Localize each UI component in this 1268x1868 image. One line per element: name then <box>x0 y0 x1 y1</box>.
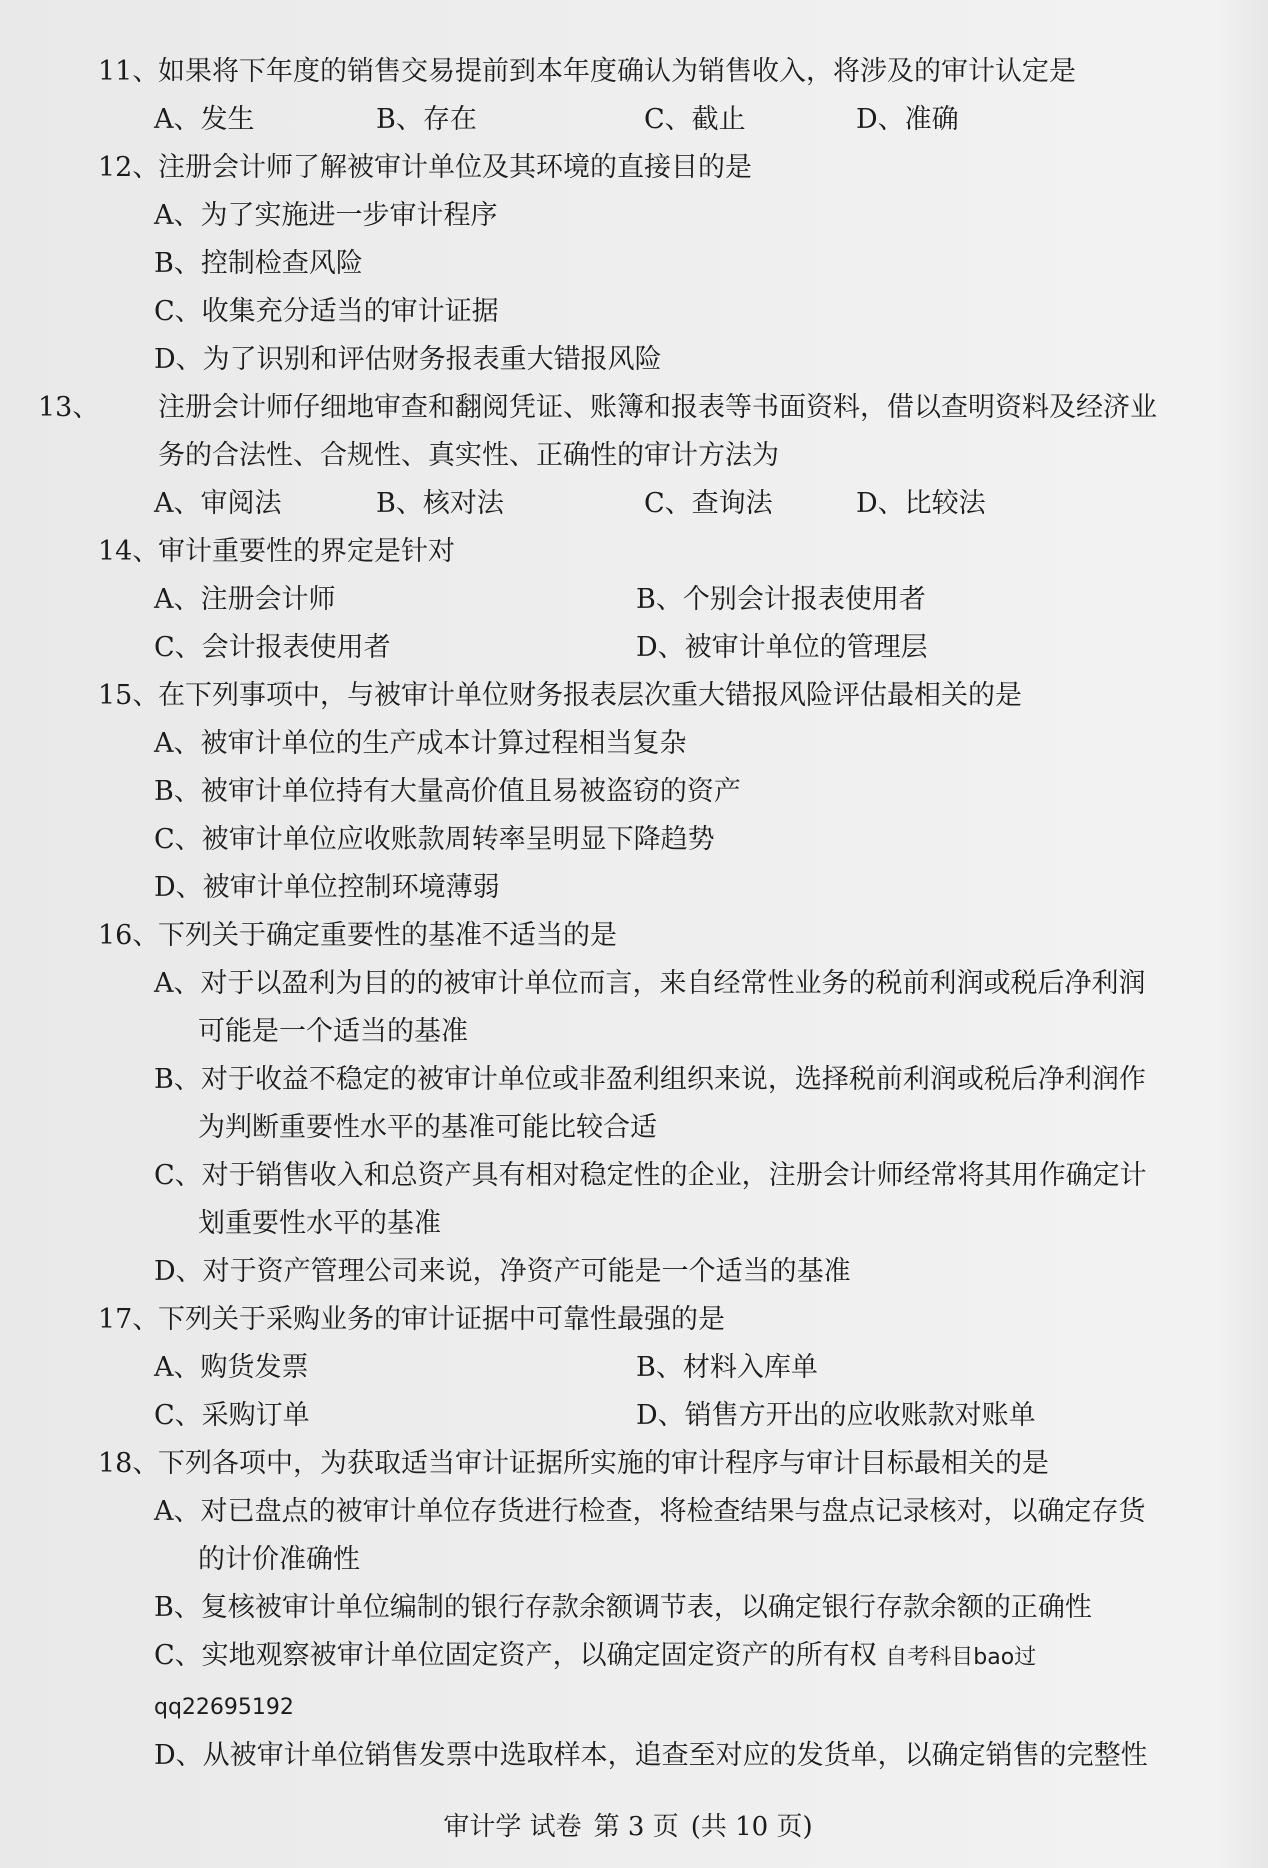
option-d: D、被审计单位的管理层 <box>636 632 928 663</box>
option-a: A、购货发票 <box>154 1352 309 1383</box>
option-c: C、对于销售收入和总资产具有相对稳定性的企业，注册会计师经常将其用作确定计划重要性水平的基准 <box>154 1160 1147 1239</box>
question-11 <box>98 48 1158 144</box>
footer-page: 第 3 页 <box>593 1812 679 1842</box>
option-c: C、采购订单 <box>154 1400 310 1431</box>
option-a: A、对已盘点的被审计单位存货进行检查，将检查结果与盘点记录核对，以确定存货的计价准确性 <box>154 1496 1146 1575</box>
footer-subject: 审计学 试卷 <box>443 1812 582 1842</box>
option-c: C、会计报表使用者 <box>154 632 391 663</box>
option-d: D、比较法 <box>856 488 986 519</box>
question-15 <box>98 672 1158 912</box>
question-stem: 审计重要性的界定是针对 <box>158 536 455 567</box>
question-list <box>38 48 1158 1780</box>
option-d: D、准确 <box>856 104 959 135</box>
question-stem: 下列各项中，为获取适当审计证据所实施的审计程序与审计目标最相关的是 <box>158 1448 1049 1479</box>
option-a: A、发生 <box>154 104 255 135</box>
option-b: B、被审计单位持有大量高价值且易被盗窃的资产 <box>154 776 741 807</box>
question-stem: 注册会计师了解被审计单位及其环境的直接目的是 <box>158 152 752 183</box>
page-edge-shadow <box>1210 0 1268 1868</box>
question-number: 11、 <box>98 56 160 87</box>
question-stem: 下列关于采购业务的审计证据中可靠性最强的是 <box>158 1304 725 1335</box>
option-b: B、对于收益不稳定的被审计单位或非盈利组织来说，选择税前利润或税后净利润作为判断重要性水平的基准可能比较合适 <box>154 1064 1146 1143</box>
option-d: D、从被审计单位销售发票中选取样本，追查至对应的发货单，以确定销售的完整性 <box>154 1740 1148 1771</box>
option-c: C、截止 <box>644 104 746 135</box>
watermark-text: 自考科目bao过qq22695192 <box>154 1645 1037 1720</box>
option-b: B、个别会计报表使用者 <box>636 584 926 615</box>
question-number: 18、 <box>98 1448 160 1479</box>
option-b: B、核对法 <box>376 488 504 519</box>
option-b: B、材料入库单 <box>636 1352 818 1383</box>
option-c: C、实地观察被审计单位固定资产，以确定固定资产的所有权 <box>154 1640 877 1671</box>
option-a: A、对于以盈利为目的的被审计单位而言，来自经常性业务的税前利润或税后净利润可能是一个适当的基准 <box>154 968 1146 1047</box>
question-number: 12、 <box>98 152 160 183</box>
option-b: B、复核被审计单位编制的银行存款余额调节表，以确定银行存款余额的正确性 <box>154 1592 1092 1623</box>
question-12 <box>98 144 1158 384</box>
question-number: 14、 <box>98 536 160 567</box>
question-number: 13、 <box>38 392 100 423</box>
option-c: C、收集充分适当的审计证据 <box>154 296 499 327</box>
question-14 <box>98 528 1158 672</box>
option-d: D、销售方开出的应收账款对账单 <box>636 1400 1036 1431</box>
question-16 <box>98 912 1158 1296</box>
question-number: 15、 <box>98 680 160 711</box>
option-c-row <box>98 1632 1158 1732</box>
option-d: D、被审计单位控制环境薄弱 <box>154 872 500 903</box>
question-18 <box>98 1440 1158 1780</box>
option-c: C、查询法 <box>644 488 773 519</box>
question-13 <box>38 384 1158 528</box>
question-stem: 如果将下年度的销售交易提前到本年度确认为销售收入，将涉及的审计认定是 <box>158 56 1076 87</box>
option-b: B、控制检查风险 <box>154 248 363 279</box>
option-b: B、存在 <box>376 104 477 135</box>
option-a: A、被审计单位的生产成本计算过程相当复杂 <box>154 728 687 759</box>
question-stem: 注册会计师仔细地审查和翻阅凭证、账簿和报表等书面资料，借以查明资料及经济业务的合法性、合规性、真实性、正确性的审计方法为 <box>158 392 1157 471</box>
page-footer <box>0 1806 1268 1843</box>
question-stem: 下列关于确定重要性的基准不适当的是 <box>158 920 617 951</box>
option-a: A、审阅法 <box>154 488 282 519</box>
option-d: D、为了识别和评估财务报表重大错报风险 <box>154 344 662 375</box>
question-number: 16、 <box>98 920 160 951</box>
footer-total: (共 10 页) <box>690 1812 813 1842</box>
option-c: C、被审计单位应收账款周转率呈明显下降趋势 <box>154 824 715 855</box>
option-d: D、对于资产管理公司来说，净资产可能是一个适当的基准 <box>154 1256 851 1287</box>
option-a: A、为了实施进一步审计程序 <box>154 200 498 231</box>
question-number: 17、 <box>98 1304 160 1335</box>
question-17 <box>98 1296 1158 1440</box>
option-a: A、注册会计师 <box>154 584 336 615</box>
question-stem: 在下列事项中，与被审计单位财务报表层次重大错报风险评估最相关的是 <box>158 680 1022 711</box>
